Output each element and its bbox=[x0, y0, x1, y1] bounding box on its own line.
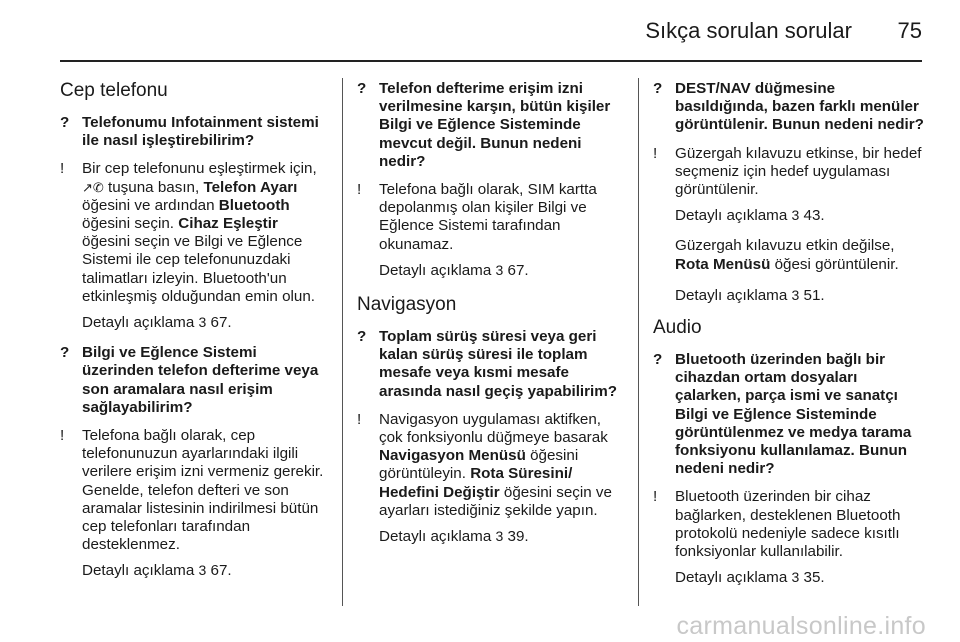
question bbox=[60, 344, 330, 417]
answer-text: öğesini görüntüleyin. bbox=[379, 447, 579, 483]
answer-text: öğesini seçin ve ayarları istediğiniz şekilde yapın. bbox=[379, 483, 612, 519]
menu-item-label: Telefon Ayarı bbox=[203, 178, 298, 196]
answer-icon: ! bbox=[357, 410, 362, 428]
detail-reference: Detaylı açıklama 3 43. bbox=[675, 207, 825, 225]
question-text: DEST/NAV düğmesine basıldığında, bazen farklı menüler görüntülenir. Bunun nedeni nedir? bbox=[675, 80, 924, 134]
answer bbox=[60, 427, 330, 554]
answer-icon: ! bbox=[60, 160, 65, 178]
answer bbox=[60, 160, 330, 306]
page-number: 75 bbox=[897, 18, 922, 43]
column-divider-2 bbox=[638, 78, 639, 606]
detail-reference: Detaylı açıklama 3 51. bbox=[675, 286, 825, 304]
section-heading-navigation: Navigasyon bbox=[357, 294, 457, 316]
question-icon: ? bbox=[653, 351, 663, 369]
answer-continued: Güzergah kılavuzu etkin değilse, Rota Menüsü öğesi görüntülenir. bbox=[675, 237, 899, 273]
answer-text: Bluetooth üzerinden bir cihaz bağlarken, desteklenen Bluetooth protokolü nedeniyle sadece kısıtlı fonksiyonlar kullanılabilir. bbox=[675, 488, 901, 561]
answer-text: öğesini seçin. bbox=[82, 215, 179, 233]
question-text: Telefon defterime erişim izni verilmesine karşın, bütün kişiler Bilgi ve Eğlence Sisteminde mevcut değil. Bunun nedeni nedir? bbox=[379, 80, 611, 170]
question-icon: ? bbox=[653, 80, 663, 97]
column-3 bbox=[653, 80, 925, 599]
header-divider bbox=[60, 60, 922, 62]
column-divider-1 bbox=[342, 78, 343, 606]
answer-text: tuşuna basın, bbox=[103, 178, 204, 196]
detail-reference: Detaylı açıklama 3 39. bbox=[379, 528, 529, 546]
page-arrow-icon: 3 bbox=[791, 286, 800, 303]
answer bbox=[357, 411, 627, 520]
section-heading-audio: Audio bbox=[653, 317, 702, 339]
answer-text: öğesini seçin ve Bilgi ve Eğlence Sistemi ile cep telefonunuzdaki talimatları izleyin. Bluetooth'un etkinleşmiş olduğundan emin olun. bbox=[82, 233, 316, 305]
answer-text: Navigasyon uygulaması aktifken, çok fonksiyonlu düğmeye basarak bbox=[379, 410, 608, 447]
detail-reference: Detaylı açıklama 3 67. bbox=[379, 261, 529, 279]
answer-text: öğesini ve ardından bbox=[82, 196, 219, 214]
question bbox=[60, 114, 330, 150]
question bbox=[653, 80, 925, 135]
menu-item-label: Navigasyon Menüsü bbox=[379, 447, 526, 465]
answer bbox=[357, 181, 627, 254]
answer-icon: ! bbox=[653, 488, 658, 506]
page-arrow-icon: 3 bbox=[791, 569, 800, 586]
page-arrow-icon: 3 bbox=[198, 314, 207, 331]
question-icon: ? bbox=[60, 344, 70, 362]
page-arrow-icon: 3 bbox=[495, 261, 504, 278]
section-heading-phone: Cep telefonu bbox=[60, 80, 168, 101]
answer-text: Telefona bağlı olarak, SIM kartta depolanmış olan kişiler Bilgi ve Eğlence Sistemi tarafından okunamaz. bbox=[379, 181, 597, 253]
menu-item-label: Cihaz Eşleştir bbox=[178, 215, 278, 233]
answer-icon: ! bbox=[60, 427, 65, 445]
question-icon: ? bbox=[357, 328, 367, 346]
question-text: Telefonumu Infotainment sistemi ile nasıl işleştirebilirim? bbox=[82, 114, 319, 150]
answer-icon: ! bbox=[653, 144, 658, 162]
answer-text: Güzergah kılavuzu etkinse, bir hedef seçmeniz için hedef uygulaması görüntülenir. bbox=[675, 144, 922, 199]
detail-reference: Detaylı açıklama 3 35. bbox=[675, 569, 825, 587]
question-icon: ? bbox=[357, 80, 367, 97]
detail-reference: Detaylı açıklama 3 67. bbox=[82, 562, 232, 580]
question-icon: ? bbox=[60, 114, 70, 131]
phone-button-icon: ↗✆ bbox=[82, 179, 104, 195]
answer bbox=[653, 145, 925, 200]
answer-text: Bir cep telefonunu eşleştirmek için, bbox=[82, 160, 317, 178]
page-arrow-icon: 3 bbox=[791, 207, 800, 224]
page-arrow-icon: 3 bbox=[495, 528, 504, 545]
watermark-footer[interactable]: carmanualsonline.info bbox=[676, 612, 926, 640]
column-1 bbox=[60, 80, 330, 593]
question-text: Toplam sürüş süresi veya geri kalan sürüş süresi ile toplam mesafe veya kısmi mesafe arasında nasıl geçiş yapabilirim? bbox=[379, 328, 618, 400]
page-header-title: Sıkça sorulan sorular bbox=[645, 18, 852, 43]
question bbox=[357, 80, 627, 171]
detail-reference: Detaylı açıklama 3 67. bbox=[82, 314, 232, 332]
column-2 bbox=[357, 80, 627, 558]
question-text: Bluetooth üzerinden bağlı bir cihazdan ortam dosyaları çalarken, parça ismi ve sanatçı Bilgi ve Eğlence Sisteminde görüntülenmez ve medya tarama fonksiyonu kullanılamaz. Bunun nedeni nedir? bbox=[675, 351, 912, 478]
menu-item-label: Rota Süresini/ Hedefini Değiştir bbox=[379, 465, 573, 501]
menu-item-label: Bluetooth bbox=[218, 196, 290, 214]
question bbox=[357, 328, 627, 401]
question bbox=[653, 351, 925, 478]
menu-item-label: Rota Menüsü bbox=[675, 255, 771, 273]
answer bbox=[653, 488, 925, 561]
question-text: Bilgi ve Eğlence Sistemi üzerinden telefon defterime veya son aramalara nasıl erişim sağlayabilirim? bbox=[82, 344, 319, 416]
answer-text: Telefona bağlı olarak, cep telefonunuzun ayarlarındaki ilgili verilere erişim izni vermeniz gerekir. Genelde, telefon defteri ve son aramalar listesinin indirilmesi bütün cep telefonları tarafından desteklenmez. bbox=[82, 427, 324, 554]
answer-icon: ! bbox=[357, 181, 362, 199]
page-arrow-icon: 3 bbox=[198, 562, 207, 579]
